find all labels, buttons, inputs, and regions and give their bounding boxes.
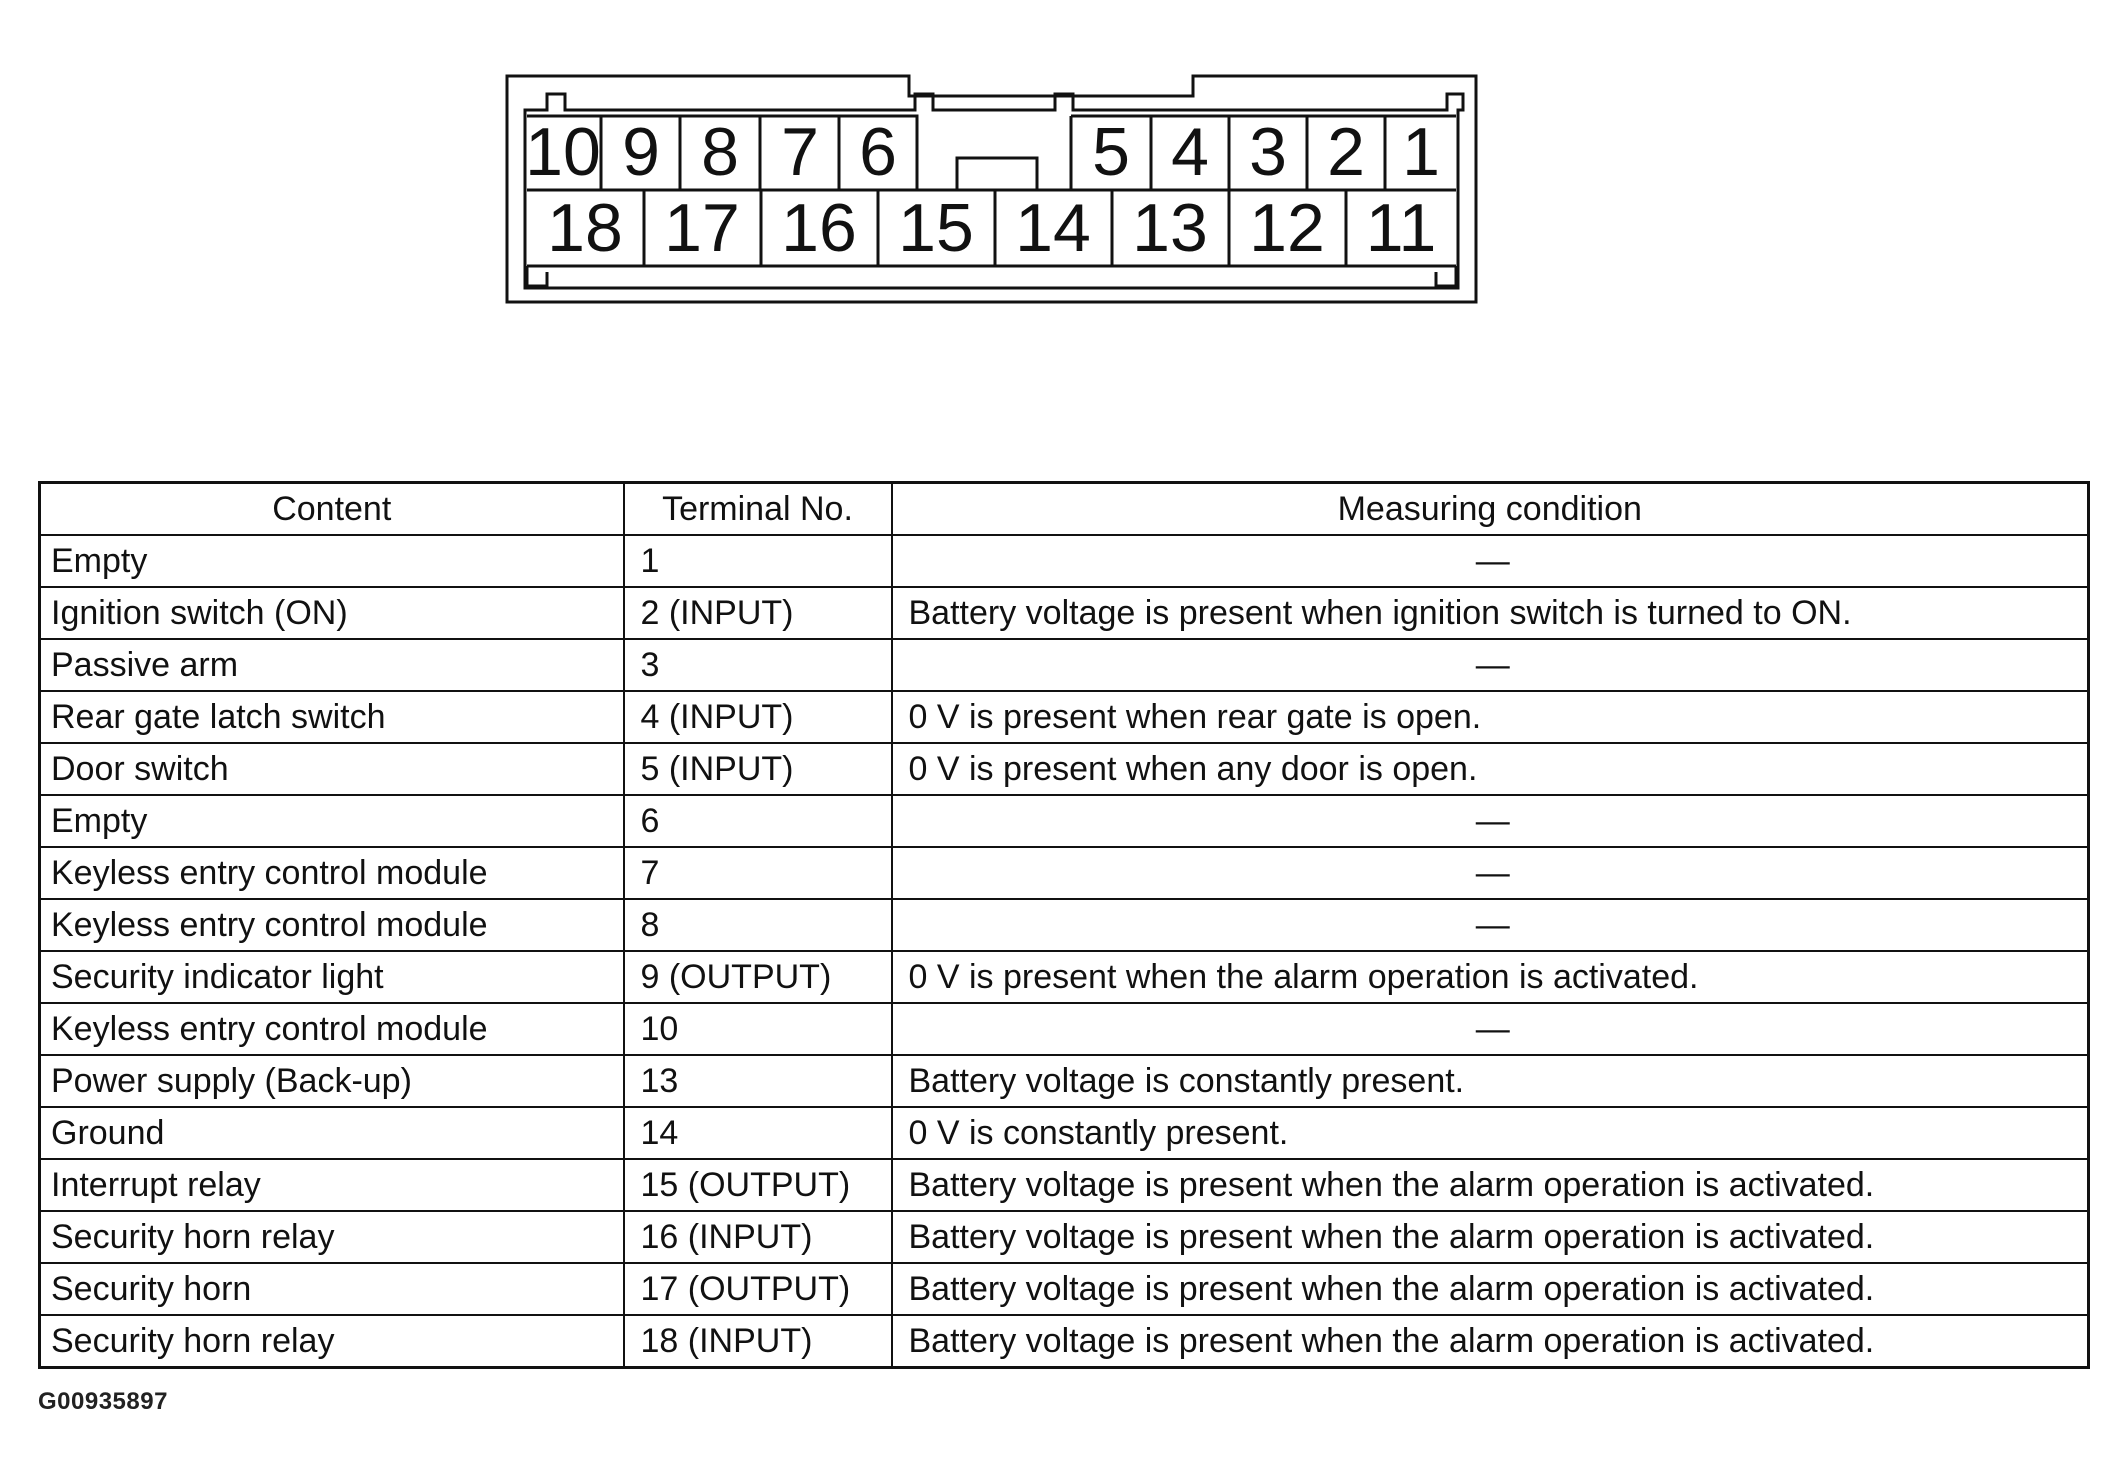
pin-label: 10 (525, 114, 601, 190)
pin-label: 15 (898, 190, 974, 266)
pin-label: 8 (701, 114, 739, 190)
content-cell: Ignition switch (ON) (40, 587, 624, 639)
table-row (40, 743, 2089, 795)
table-row (40, 795, 2089, 847)
pin-label: 14 (1015, 190, 1091, 266)
table-row (40, 639, 2089, 691)
condition-cell: — (892, 535, 2089, 587)
pin-label: 16 (781, 190, 857, 266)
condition-cell: — (892, 639, 2089, 691)
content-cell: Empty (40, 535, 624, 587)
terminal-cell: 9 (OUTPUT) (624, 951, 892, 1003)
pin-label: 11 (1365, 190, 1437, 266)
content-cell: Interrupt relay (40, 1159, 624, 1211)
condition-cell: — (892, 795, 2089, 847)
table-row (40, 1159, 2089, 1211)
pin-label: 17 (664, 190, 740, 266)
content-cell: Passive arm (40, 639, 624, 691)
terminal-cell: 14 (624, 1107, 892, 1159)
pin-label: 1 (1402, 114, 1440, 190)
terminal-cell: 7 (624, 847, 892, 899)
pin-label: 6 (859, 114, 897, 190)
table-row (40, 1003, 2089, 1055)
content-cell: Door switch (40, 743, 624, 795)
header-condition: Measuring condition (892, 483, 2089, 536)
condition-cell: Battery voltage is present when the alarm operation is activated. (892, 1263, 2089, 1315)
content-cell: Empty (40, 795, 624, 847)
terminal-cell: 4 (INPUT) (624, 691, 892, 743)
content-cell: Security horn relay (40, 1211, 624, 1263)
table-row (40, 691, 2089, 743)
condition-cell: 0 V is present when the alarm operation is activated. (892, 951, 2089, 1003)
table-row (40, 1055, 2089, 1107)
condition-cell: Battery voltage is present when ignition switch is turned to ON. (892, 587, 2089, 639)
terminal-cell: 13 (624, 1055, 892, 1107)
pin-label: 3 (1249, 114, 1287, 190)
connector-diagram (505, 74, 1478, 305)
content-cell: Ground (40, 1107, 624, 1159)
terminal-cell: 17 (OUTPUT) (624, 1263, 892, 1315)
condition-cell: 0 V is present when any door is open. (892, 743, 2089, 795)
header-content: Content (40, 483, 624, 536)
terminal-cell: 2 (INPUT) (624, 587, 892, 639)
condition-cell: Battery voltage is present when the alarm operation is activated. (892, 1211, 2089, 1263)
terminal-cell: 8 (624, 899, 892, 951)
content-cell: Power supply (Back-up) (40, 1055, 624, 1107)
header-terminal: Terminal No. (624, 483, 892, 536)
condition-cell: — (892, 1003, 2089, 1055)
condition-cell: 0 V is constantly present. (892, 1107, 2089, 1159)
content-cell: Keyless entry control module (40, 899, 624, 951)
condition-cell: 0 V is present when rear gate is open. (892, 691, 2089, 743)
table-row (40, 899, 2089, 951)
pin-label: 5 (1092, 114, 1130, 190)
condition-cell: Battery voltage is present when the alarm operation is activated. (892, 1159, 2089, 1211)
terminal-cell: 1 (624, 535, 892, 587)
terminal-cell: 6 (624, 795, 892, 847)
content-cell: Security horn (40, 1263, 624, 1315)
terminal-cell: 15 (OUTPUT) (624, 1159, 892, 1211)
content-cell: Keyless entry control module (40, 847, 624, 899)
content-cell: Rear gate latch switch (40, 691, 624, 743)
table-row (40, 1315, 2089, 1368)
table-row (40, 1263, 2089, 1315)
pin-label: 13 (1132, 190, 1208, 266)
terminal-cell: 5 (INPUT) (624, 743, 892, 795)
terminal-cell: 18 (INPUT) (624, 1315, 892, 1368)
table-row (40, 1107, 2089, 1159)
pin-label: 18 (547, 190, 623, 266)
pin-label: 2 (1327, 114, 1365, 190)
table-header-row (40, 483, 2089, 536)
pin-label: 9 (622, 114, 660, 190)
table-row (40, 1211, 2089, 1263)
content-cell: Security horn relay (40, 1315, 624, 1368)
condition-cell: — (892, 847, 2089, 899)
pin-label: 7 (781, 114, 819, 190)
terminal-cell: 16 (INPUT) (624, 1211, 892, 1263)
terminal-spec-table (38, 481, 2090, 1369)
terminal-cell: 10 (624, 1003, 892, 1055)
pin-label: 4 (1171, 114, 1209, 190)
table-row (40, 951, 2089, 1003)
table-row (40, 535, 2089, 587)
content-cell: Keyless entry control module (40, 1003, 624, 1055)
figure-id: G00935897 (38, 1388, 168, 1415)
condition-cell: Battery voltage is present when the alarm operation is activated. (892, 1315, 2089, 1368)
table-row (40, 587, 2089, 639)
content-cell: Security indicator light (40, 951, 624, 1003)
condition-cell: — (892, 899, 2089, 951)
condition-cell: Battery voltage is constantly present. (892, 1055, 2089, 1107)
table-row (40, 847, 2089, 899)
terminal-cell: 3 (624, 639, 892, 691)
pin-label: 12 (1249, 190, 1325, 266)
